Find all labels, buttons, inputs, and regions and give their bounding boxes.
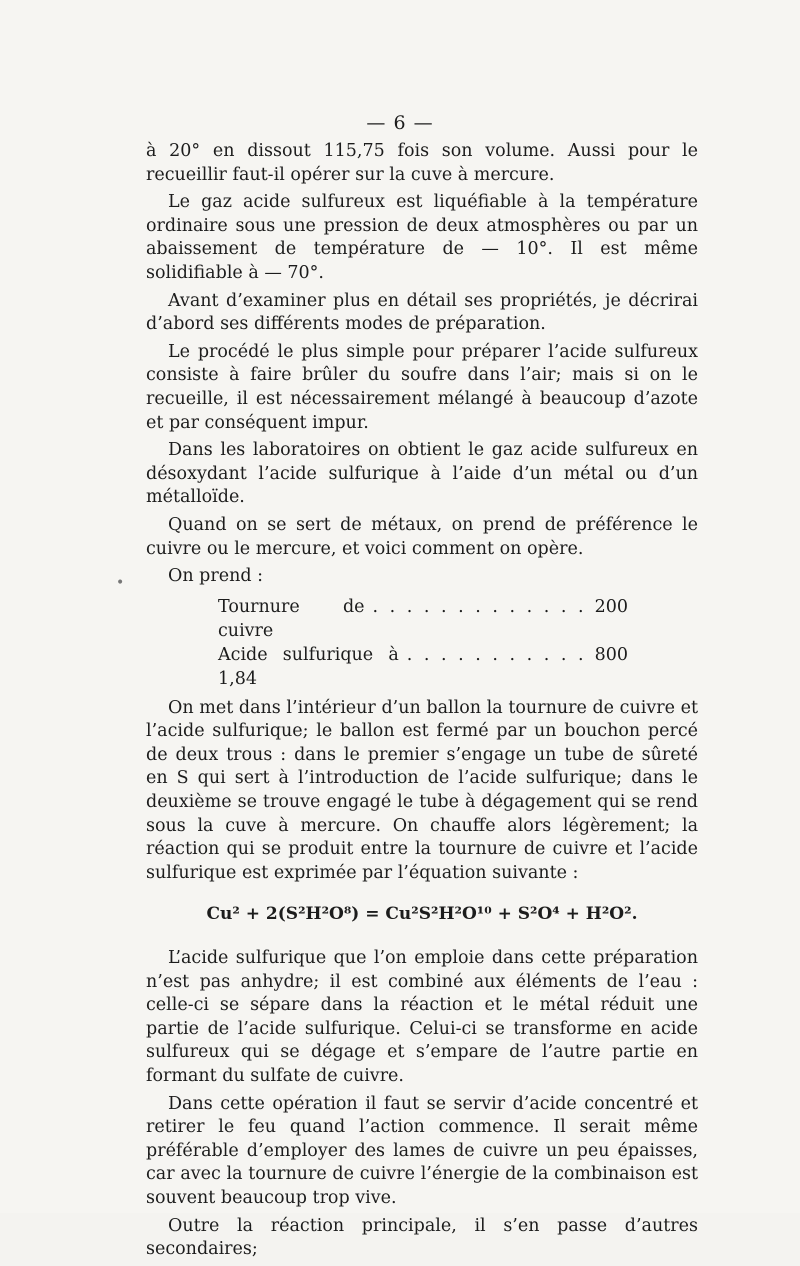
paragraph: Dans cette opération il faut se servir d’acide concentré et retirer le feu quand l’action commence. Il serait même préférable d’employer des lames de cuivre un peu épaisses, car avec la tournure de cuivre l’énergie de la combinaison est souvent beaucoup trop vive. xyxy=(146,1093,698,1208)
paragraph: Outre la réaction principale, il s’en passe d’autres secondaires; xyxy=(146,1215,698,1260)
recipe-item-name: Acide sulfurique à 1,84 xyxy=(218,644,399,689)
paragraph: On prend : xyxy=(168,566,264,587)
recipe-item-quantity: 200 xyxy=(594,596,628,617)
recipe-item-leader: . . . . . . . . . . . xyxy=(406,644,587,665)
paragraph: Le procédé le plus simple pour préparer l’acide sulfureux consiste à faire brûler du soufre dans l’air; mais si on le recueille, il est nécessairement mélangé à beaucoup d’azote et par conséquent impur. xyxy=(146,341,698,433)
paragraph: Quand on se sert de métaux, on prend de préférence le cuivre ou le mercure, et voici comment on opère. xyxy=(146,514,698,559)
margin-mark: • xyxy=(116,575,125,591)
recipe-item-quantity: 800 xyxy=(594,644,628,665)
chemical-equation: Cu² + 2(S²H²O⁸) = Cu²S²H²O¹⁰ + S²O⁴ + H²O². xyxy=(206,904,638,925)
page-number: — 6 — xyxy=(366,112,434,134)
paragraph: à 20° en dissout 115,75 fois son volume. Aussi pour le recueillir faut-il opérer sur la cuve à mercure. xyxy=(146,141,698,185)
paragraph: Dans les laboratoires on obtient le gaz acide sulfureux en désoxydant l’acide sulfurique à l’aide d’un métal ou d’un métalloïde. xyxy=(146,440,698,508)
recipe-item-name: Tournure de cuivre xyxy=(218,596,365,641)
recipe-item-leader: . . . . . . . . . . . . . xyxy=(372,596,587,617)
paragraph: Avant d’examiner plus en détail ses propriétés, je décrirai d’abord ses différents modes de préparation. xyxy=(146,290,698,335)
recipe-list xyxy=(218,595,628,691)
paragraph: Le gaz acide sulfureux est liquéfiable à la température ordinaire sous une pression de deux atmosphères ou par un abaissement de température de — 10°. Il est même solidifiable à — 70°. xyxy=(146,192,698,283)
paragraph: On met dans l’intérieur d’un ballon la tournure de cuivre et l’acide sulfurique; le ballon est fermé par un bouchon percé de deux trous : dans le premier s’engage un tube de sûreté en S qui sert à l’introduction de l’acide sulfurique; dans le deuxième se trouve engagé le tube à dégagement qui se rend sous la cuve à mercure. On chauffe alors légèrement; la réaction qui se produit entre la tournure de cuivre et l’acide sulfurique est exprimée par l’équation suivante : xyxy=(146,697,698,883)
body-text xyxy=(146,140,698,1266)
recipe-item xyxy=(218,595,628,643)
paragraph: L’acide sulfurique que l’on emploie dans cette préparation n’est pas anhydre; il est combiné aux éléments de l’eau : celle-ci se sépare dans la réaction et le métal réduit une partie de l’acide sulfurique. Celui-ci se transforme en acide sulfureux qui se dégage et s’empare de l’autre partie en formant du sulfate de cuivre. xyxy=(146,948,698,1086)
recipe-item xyxy=(218,643,628,691)
